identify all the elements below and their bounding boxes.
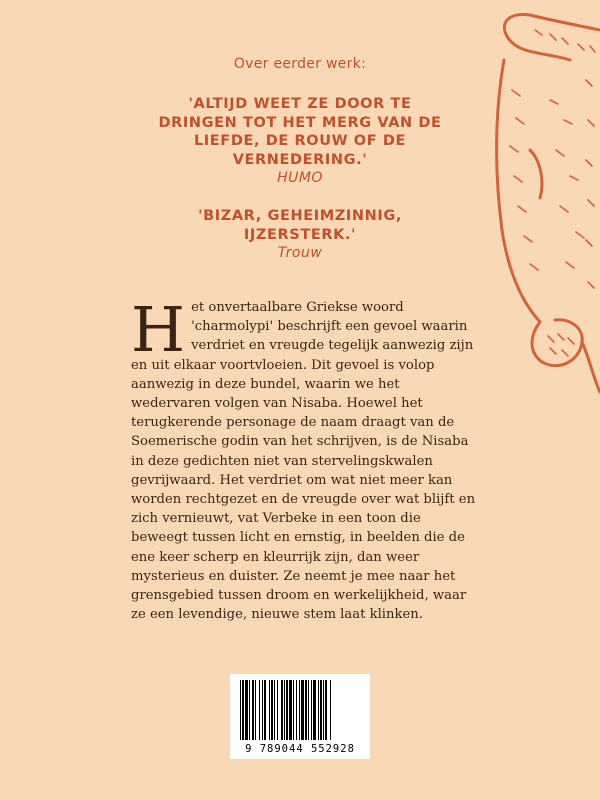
review-quote-trouw <box>150 207 450 262</box>
isbn-number: 9 789044 552928 <box>245 743 355 755</box>
quote-text: 'ALTIJD WEET ZE DOOR TE DRINGEN TOT HET MERG VAN DE LIEFDE, DE ROUW OF DE VERNEDERING.' <box>158 96 442 168</box>
intro-heading: Over eerder werk: <box>233 56 367 72</box>
drop-cap: H <box>131 293 186 366</box>
review-quote-humo <box>150 95 450 187</box>
quote-source: HUMO <box>277 170 323 186</box>
barcode <box>230 674 370 759</box>
quote-source: Trouw <box>277 245 323 261</box>
quote-text: 'BIZAR, GEHEIMZINNIG, IJZERSTERK.' <box>198 208 402 243</box>
blurb-paragraph <box>131 293 476 624</box>
blurb-text: et onvertaalbare Griekse woord 'charmolypi' beschrijft een gevoel waarin verdriet en vreugde tegelijk aanwezig zijn en uit elkaar voortvloeien. Dit gevoel is volop aanwezig in deze bundel, waarin we het wedervaren volgen van Nisaba. Hoewel het terugkerende personage de naam draagt van de Soemerische godin van het schrijven, is de Nisaba in deze gedichten niet van stervelingskwalen gevrijwaard. Het verdriet om wat niet meer kan worden rechtgezet en de vreugde over wat blijft en zich vernieuwt, vat Verbeke in een toon die beweegt tussen licht en ernstig, in beelden die de ene keer scherp en kleurrijk zijn, dan weer mysterieus en duister. Ze neemt je mee naar het grensgebied tussen droom en werkelijkheid, waar ze een levendige, nieuwe stem laat klinken. <box>131 300 476 623</box>
barcode-bars <box>240 680 362 740</box>
